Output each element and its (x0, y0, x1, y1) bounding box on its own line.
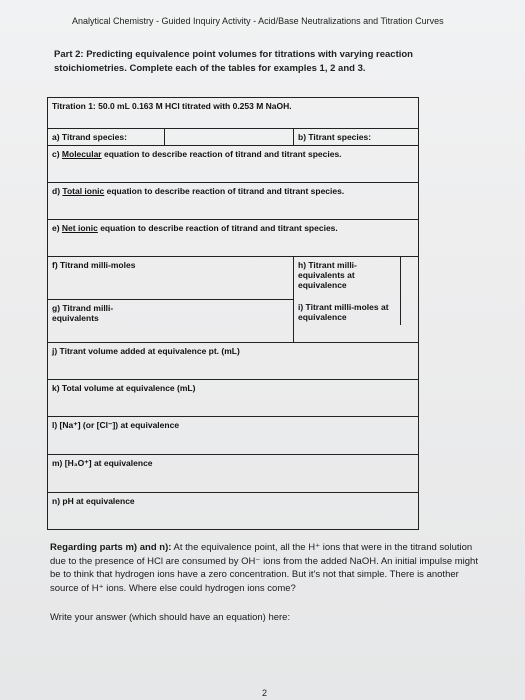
write-answer-prompt: Write your answer (which should have an equation) here: (50, 612, 291, 623)
label-titrand-milliequivalents: g) Titrand milli-equivalents (52, 303, 114, 323)
regarding-paragraph (50, 541, 478, 595)
label-titrant-volume: j) Titrant volume added at equivalence pt. (mL) (52, 346, 240, 356)
table-title-text: Titration 1: 50.0 mL 0.163 M HCl titrated with 0.253 M NaOH. (52, 101, 292, 111)
cell-titrand-milliequivalents[interactable] (48, 300, 294, 343)
label-titrant-milliequivalents: h) Titrant milli-equivalents at equivalence (298, 260, 357, 290)
intro-text: Predicting equivalence point volumes for titrations with varying reaction stoichiometries. Complete each of the tables for examples 1, 2 and 3. (54, 49, 413, 74)
cell-h-i-column (294, 257, 419, 343)
intro-paragraph (54, 48, 454, 76)
label-e-rest: equation to describe reaction of titrand and titrant species. (97, 223, 338, 233)
label-titrant-millimoles: i) Titrant milli-moles at equivalence (298, 302, 389, 322)
titration-table (47, 97, 419, 530)
label-titrant-species: b) Titrant species: (298, 132, 372, 142)
cell-ph[interactable] (48, 493, 419, 530)
label-c-rest: equation to describe reaction of titrand and titrant species. (101, 149, 342, 159)
label-total-volume: k) Total volume at equivalence (mL) (52, 383, 196, 393)
cell-h-i-answers[interactable] (401, 257, 418, 325)
cell-net-ionic-equation[interactable] (48, 220, 419, 257)
cell-total-ionic-equation[interactable] (48, 183, 419, 220)
label-e-prefix: e) (52, 223, 62, 233)
label-d-prefix: d) (52, 186, 63, 196)
label-d-rest: equation to describe reaction of titrand and titrant species. (104, 186, 345, 196)
label-c-prefix: c) (52, 149, 62, 159)
cell-na-cl-concentration[interactable] (48, 417, 419, 455)
page-number: 2 (262, 688, 268, 698)
cell-titrand-millimoles[interactable] (48, 257, 294, 300)
cell-titrant-volume[interactable] (48, 343, 419, 380)
label-titrand-species: a) Titrand species: (52, 132, 127, 142)
cell-h3o-concentration[interactable] (48, 455, 419, 493)
regarding-lead: Regarding parts m) and n): (50, 542, 172, 553)
label-titrand-millimoles: f) Titrand milli-moles (52, 260, 136, 270)
label-c-underlined: Molecular (61, 149, 102, 159)
cell-molecular-equation[interactable] (48, 146, 419, 183)
label-d-underlined: Total ionic (62, 186, 105, 196)
label-na-cl-concentration: l) [Na⁺] (or [Cl⁻]) at equivalence (52, 420, 180, 430)
cell-h-i-labels (294, 257, 401, 325)
intro-lead: Part 2: (54, 49, 84, 60)
cell-titrand-species-answer[interactable] (165, 129, 294, 146)
table-title (48, 98, 419, 129)
label-ph: n) pH at equivalence (52, 496, 135, 506)
regarding-text: At the equivalence point, all the H⁺ ions that were in the titrand solution due to the presence of HCl are consumed by OH⁻ ions from the added NaOH. An initial impulse might be to think that hydrogen ions have a zero concentration. But it's not that simple. There is another source of H⁺ ions. Where else could hydrogen ions come? (50, 542, 478, 594)
label-h3o-concentration: m) [H₃O⁺] at equivalence (52, 458, 153, 468)
cell-titrand-species-label (48, 129, 165, 146)
cell-total-volume[interactable] (48, 380, 419, 417)
page-header: Analytical Chemistry - Guided Inquiry Activity - Acid/Base Neutralizations and Titration Curves (72, 16, 444, 26)
cell-titrant-species[interactable] (294, 129, 419, 146)
label-e-underlined: Net ionic (61, 223, 98, 233)
